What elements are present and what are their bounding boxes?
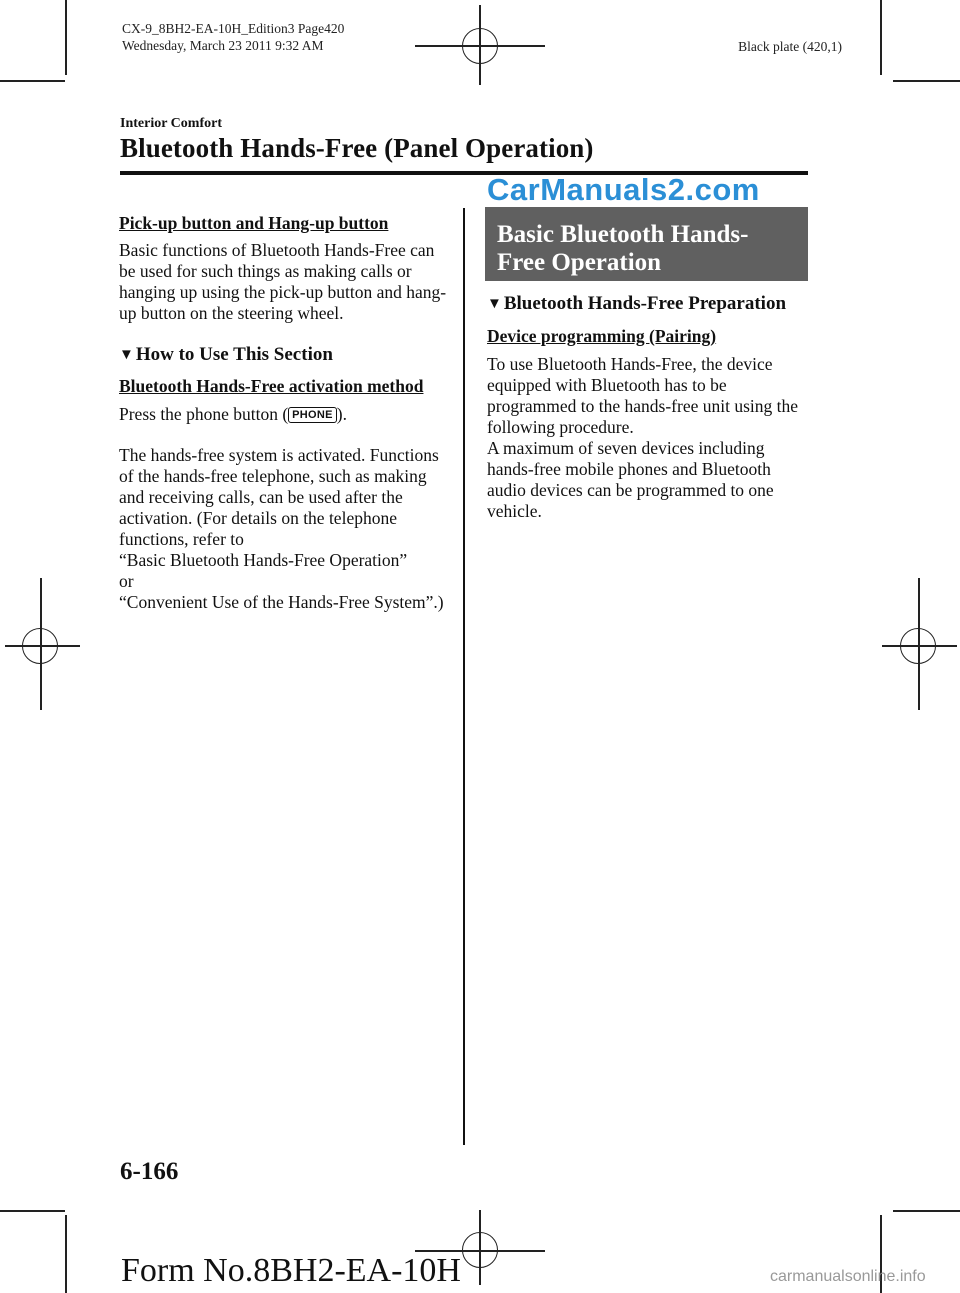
press-before-text: Press the phone button ( bbox=[119, 404, 289, 424]
column-divider bbox=[463, 208, 465, 1145]
print-file-line: CX-9_8BH2-EA-10H_Edition3 Page420 bbox=[122, 21, 345, 36]
page-number: 6-166 bbox=[120, 1158, 179, 1185]
pairing-heading: Device programming (Pairing) bbox=[487, 326, 717, 346]
how-to-heading bbox=[119, 343, 449, 367]
footer-watermark: carmanualsonline.info bbox=[770, 1268, 926, 1285]
activated-paragraph: The hands-free system is activated. Functions of the hands-free telephone, such as making and receiving calls, can be used after the activation. (For details on the telephone functions, refer to bbox=[119, 445, 439, 549]
section-title-line-1: Basic Bluetooth Hands- bbox=[497, 221, 749, 248]
reference-2: “Convenient Use of the Hands-Free System”.) bbox=[119, 592, 444, 612]
print-header bbox=[122, 20, 344, 54]
section-title-box bbox=[485, 207, 808, 281]
pairing-body-2: A maximum of seven devices including hands-free mobile phones and Bluetooth audio devices can be programmed to one vehicle. bbox=[487, 438, 774, 521]
pickup-heading: Pick-up button and Hang-up button bbox=[119, 213, 389, 233]
left-column bbox=[119, 213, 449, 613]
form-number: Form No.8BH2-EA-10H bbox=[121, 1252, 461, 1289]
how-to-heading-text: How to Use This Section bbox=[135, 344, 333, 365]
triangle-icon: ▼ bbox=[119, 347, 134, 363]
prep-heading bbox=[487, 292, 807, 316]
section-title-line-2: Free Operation bbox=[497, 249, 662, 276]
page-title: Bluetooth Hands-Free (Panel Operation) bbox=[120, 133, 594, 163]
phone-button-icon: PHONE bbox=[288, 407, 337, 423]
press-after-text: ). bbox=[336, 404, 347, 424]
triangle-icon: ▼ bbox=[487, 296, 502, 312]
reference-1: “Basic Bluetooth Hands-Free Operation” bbox=[119, 550, 408, 570]
press-phone-line bbox=[119, 404, 449, 425]
watermark-logo: CarManuals2.com bbox=[487, 172, 760, 207]
prep-heading-text: Bluetooth Hands-Free Preparation bbox=[503, 293, 787, 314]
reference-or: or bbox=[119, 571, 134, 591]
pickup-body: Basic functions of Bluetooth Hands-Free can be used for such things as making calls or hanging up using the pick-up button and hang-up button on the steering wheel. bbox=[119, 240, 447, 323]
pairing-body-1: To use Bluetooth Hands-Free, the device equipped with Bluetooth has to be programmed to the hands-free unit using the following procedure. bbox=[487, 354, 799, 437]
section-label: Interior Comfort bbox=[120, 116, 222, 131]
activation-heading: Bluetooth Hands-Free activation method bbox=[119, 376, 424, 396]
right-column bbox=[487, 292, 807, 522]
print-date-line: Wednesday, March 23 2011 9:32 AM bbox=[122, 38, 324, 53]
plate-label: Black plate (420,1) bbox=[738, 39, 842, 54]
